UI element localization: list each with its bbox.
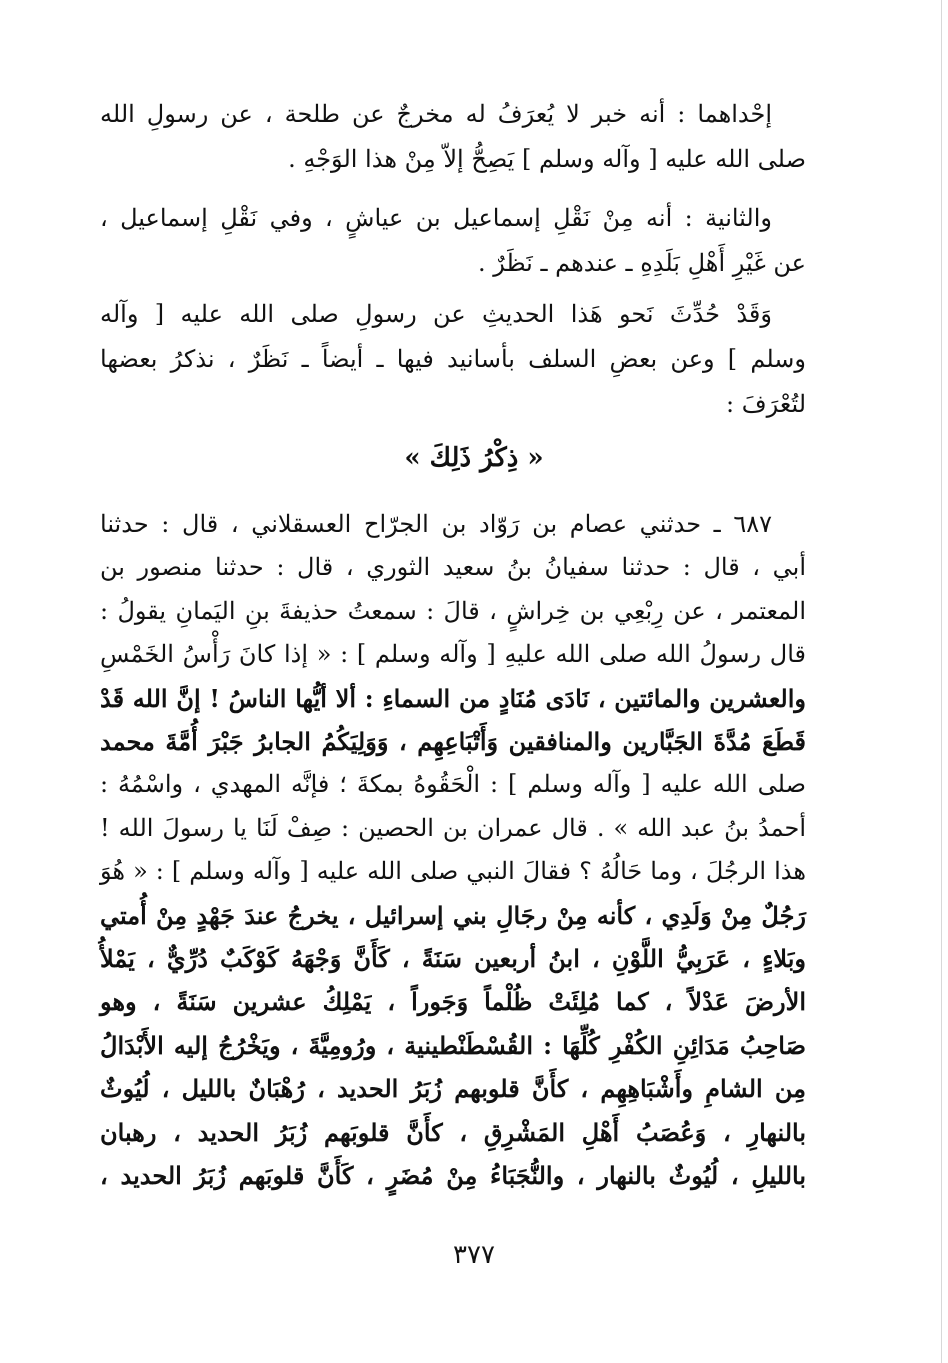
text-line: لتُعْرَفَ :: [726, 390, 806, 418]
paragraph-narration-note: [100, 292, 806, 427]
page-edge-divider: [941, 0, 942, 1363]
text-line: إحْداهما : أنه خبر لا يُعرَفُ له مخرجٌ عن طلحة ، عن رسولِ الله: [100, 100, 772, 128]
hadith-line: الأرضَ عَدْلاً ، كما مُلِئَتْ ظُلْماً وَجَوراً ، يَمْلِكُ عشرين سَنَةً ، وهو: [100, 987, 806, 1017]
paragraph-second-point: [100, 196, 806, 286]
hadith-line: مِن الشامِ وأَشْبَاهِهِم ، كأَنَّ قلوبهم زُبَرُ الحديد ، رُهْبَانٌ بالليل ، لُيُوثٌ: [100, 1074, 806, 1104]
hadith-line: بالليلِ ، لُيُوثٌ بالنهار ، والنُّجَبَاءُ مِنْ مُضَرٍ ، كَأَنَّ قلوبَهم زُبَرُ الحديد ،: [100, 1161, 807, 1191]
hadith-line: ٦٨٧ ـ حدثني عصام بن رَوّاد بن الجرّاح العسقلاني ، قال : حدثنا: [100, 510, 772, 538]
hadith-line: رَجُلٌ مِنْ وَلَدِي ، كأنه مِنْ رجَالِ بني إسرائيل ، يخرجُ عندَ جَهْدٍ مِنْ أُمتي: [100, 900, 806, 930]
text-line: عن غَيْرِ أَهْلِ بَلَدِهِ ـ عندهم ـ نَظَرٌ .: [477, 249, 806, 277]
hadith-line: أبي ، قال : حدثنا سفيانُ بنُ سعيد الثوري ، قال : حدثنا منصور بن: [100, 553, 806, 582]
hadith-line: هذا الرجُلَ ، وما حَالُهُ ؟ فقالَ النبي صلى الله عليه [ وآله وسلم ] : « هُوَ: [100, 857, 806, 886]
hadith-line: صَاحِبُ مَدَائِنِ الكُفْرِ كُلِّهَا : القُسْطَنْطينية ، ورُومِيَّةَ ، ويَخْرُجُ إليه الأَبْدَالُ: [100, 1030, 806, 1060]
text-line: صلى الله عليه [ وآله وسلم ] يَصِحُّ إلاّ مِنْ هذا الوَجْهِ .: [288, 145, 806, 173]
text-line: والثانية : أنه مِنْ نَقْلِ إسماعيل بن عياشٍ ، وفي نَقْلِ إسماعيل ،: [100, 204, 772, 232]
paragraph-first-point: [100, 92, 806, 182]
paragraph: [100, 92, 806, 182]
hadith-687-text: [100, 503, 806, 1198]
page-number: ٣٧٧: [453, 1240, 495, 1270]
hadith-line: قال رسولُ الله صلى الله عليهِ [ وآله وسلم ] : « إذا كانَ رَأْسُ الخَمْسِ: [100, 640, 806, 669]
text-line: وسلم ] وعن بعضِ السلف بأسانيد فيها ـ أيضاً ـ نَظَرٌ ، نذكرُ بعضها: [100, 345, 806, 373]
paragraph: [100, 196, 806, 286]
hadith-line: صلى الله عليه [ وآله وسلم ] : الْحَقُوهُ بمكةَ ؛ فإنَّه المهدي ، واسْمُهُ :: [100, 770, 806, 799]
hadith-line: المعتمر ، عن رِبْعِي بن خِراشٍ ، قالَ : سمعتُ حذيفةَ بنِ اليَمانِ يقولُ :: [100, 596, 806, 625]
text-line: وَقَدْ حُدِّثَ نَحو هَذا الحديثِ عن رسولِ صلى الله عليه [ وآله: [100, 300, 772, 328]
section-heading: « ذِكْرُ ذَلِكَ »: [404, 443, 544, 473]
hadith-line: قَطَعَ مُدَّةَ الجَبَّارين والمنافقين وَأَتْبَاعِهِم ، وَوَلِيَكُمُ الجابرُ جَبْرَ أُمَّةَ محمد: [100, 727, 807, 757]
paragraph: [100, 292, 806, 427]
hadith-line: بالنهارِ ، وَعُصَبُ أَهْلِ المَشْرِقِ ، كأَنَّ قلوبَهم زُبَرُ الحديد ، رهبان: [100, 1117, 806, 1147]
hadith-line: وبَلاءٍ ، عَرَبِيُّ اللَّوْنِ ، ابنُ أربعين سَنَةً ، كَأَنَّ وَجْهَهُ كَوْكَبٌ دُرِّيٌّ ، يَمْلأُ: [100, 944, 806, 974]
hadith-line: أحمدُ بنُ عبد الله » . قال عمران بن الحصين : صِفْ لَنَا يا رسولَ الله !: [100, 813, 806, 842]
hadith-line: والعشرين والمائتين ، نَادَى مُنَادٍ من السماءِ : ألا أيُّها الناسُ ! إنَّ الله قَدْ: [100, 683, 806, 713]
